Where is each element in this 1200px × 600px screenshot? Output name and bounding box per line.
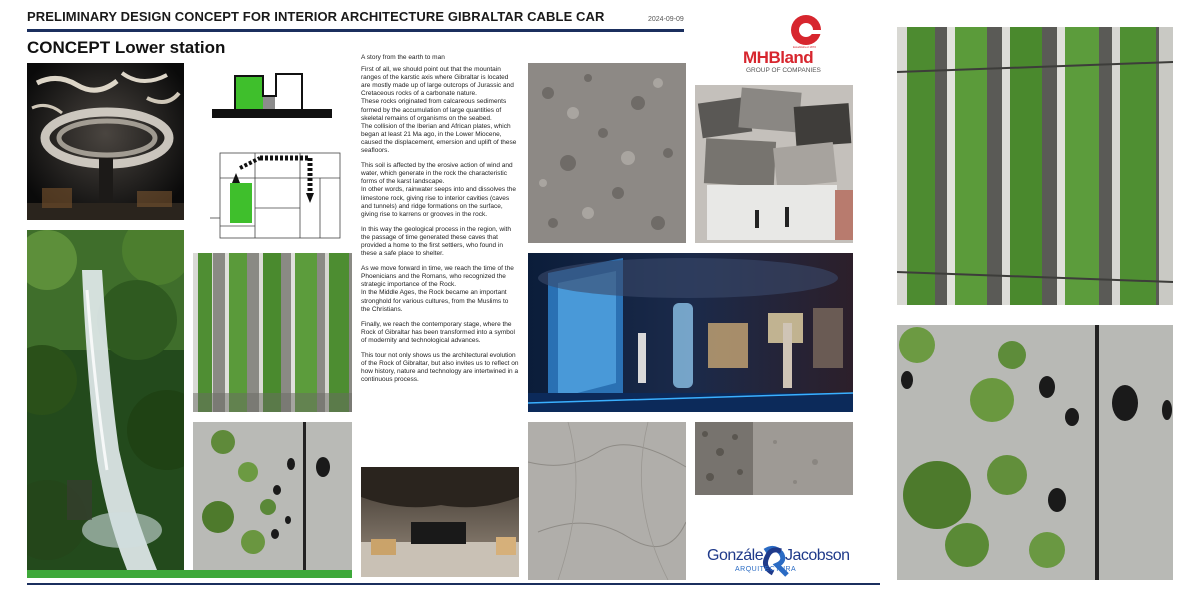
- waterfall-photo: [27, 230, 184, 570]
- mhbland-logo: [738, 12, 833, 76]
- bottom-green-bar: [27, 570, 352, 578]
- green-wall-facade-large-photo: [897, 27, 1173, 305]
- gj-logo-text-left: Gonzále: [707, 547, 764, 564]
- story-heading: A story from the earth to man: [361, 54, 445, 61]
- green-wall-photo: [193, 253, 352, 412]
- ceiling-sculpture-photo: [27, 63, 184, 220]
- historic-collage-photo: [695, 85, 853, 243]
- mhbland-logo-sub: GROUP OF COMPANIES: [746, 67, 821, 74]
- story-paragraph: First of all, we should point out that the mountain ranges of the karstic axis where Gibraltar is located are mostly made up of large outcrops of Jurassic and Cretaceous rocks of a carbonate nature. These rocks originated from calcareous sediments formed by the accumulation of large quantities of skeletal remains of organisms on the seabed. The collision of the Iberian and African plates, which began at least 21 Ma ago, in the Lower Miocene, caused the displacement, emersion and uplift of these seafloors.: [361, 66, 517, 155]
- date-label: 2024-09-09: [648, 16, 684, 23]
- bottom-rule: [27, 583, 880, 585]
- story-paragraph: Finally, we reach the contemporary stage, where the Rock of Gibraltar has been transformed into a symbol of modernity and technological advances.: [361, 320, 515, 344]
- cave-interior-photo: [361, 467, 519, 577]
- rough-stone-panel-photo: [695, 422, 853, 495]
- story-paragraph: As we move forward in time, we reach the time of the Phoenicians and the Romans, who recognized the strategic importance of the Rock. In the Middle Ages, the Rock became an important stronghold for various cultures, from the Muslims to the Christians.: [361, 265, 514, 313]
- exhibition-hall-photo: [528, 253, 853, 412]
- perforated-panel-plants-large-photo: [897, 325, 1173, 580]
- poster-title: PRELIMINARY DESIGN CONCEPT FOR INTERIOR ARCHITECTURE GIBRALTAR CABLE CAR: [27, 9, 605, 24]
- concept-subtitle: CONCEPT Lower station: [27, 38, 226, 57]
- limestone-texture-photo: [528, 63, 686, 243]
- gj-logo-sub: ARQUITECTURA: [735, 566, 797, 573]
- gonzalez-jacobson-logo: [707, 545, 852, 580]
- perforated-panel-plants-photo: [193, 422, 352, 570]
- marble-texture-photo: [528, 422, 686, 580]
- gj-logo-text-right: Jacobson: [785, 547, 850, 564]
- story-paragraph: This tour not only shows us the architectural evolution of the Rock of Gibraltar, but also invites us to reflect on how history, nature and technology are intertwined in a continuous process.: [361, 352, 519, 384]
- header-rule: [27, 29, 684, 32]
- floor-plan-drawing: [210, 148, 350, 245]
- mhbland-logo-tiny: Established 1870: [793, 45, 817, 49]
- story-text-block: [361, 54, 519, 391]
- story-paragraph: In this way the geological process in the region, with the passage of time generated these caves that provided a home to the first settlers, who found in these a safe place to shelter.: [361, 225, 511, 258]
- story-paragraph: This soil is affected by the erosive action of wind and water, which generate in the rock the characteristic forms of the karst landscape. In other words, rainwater seeps into and dissolves the limestone rock, giving rise to interior cavities (caves and tunnels) and ridge formations on the surface, giving rise to karrens or grooves in the rock.: [361, 162, 517, 218]
- mhbland-logo-text: MHBland: [743, 48, 814, 67]
- section-diagram: [210, 70, 334, 122]
